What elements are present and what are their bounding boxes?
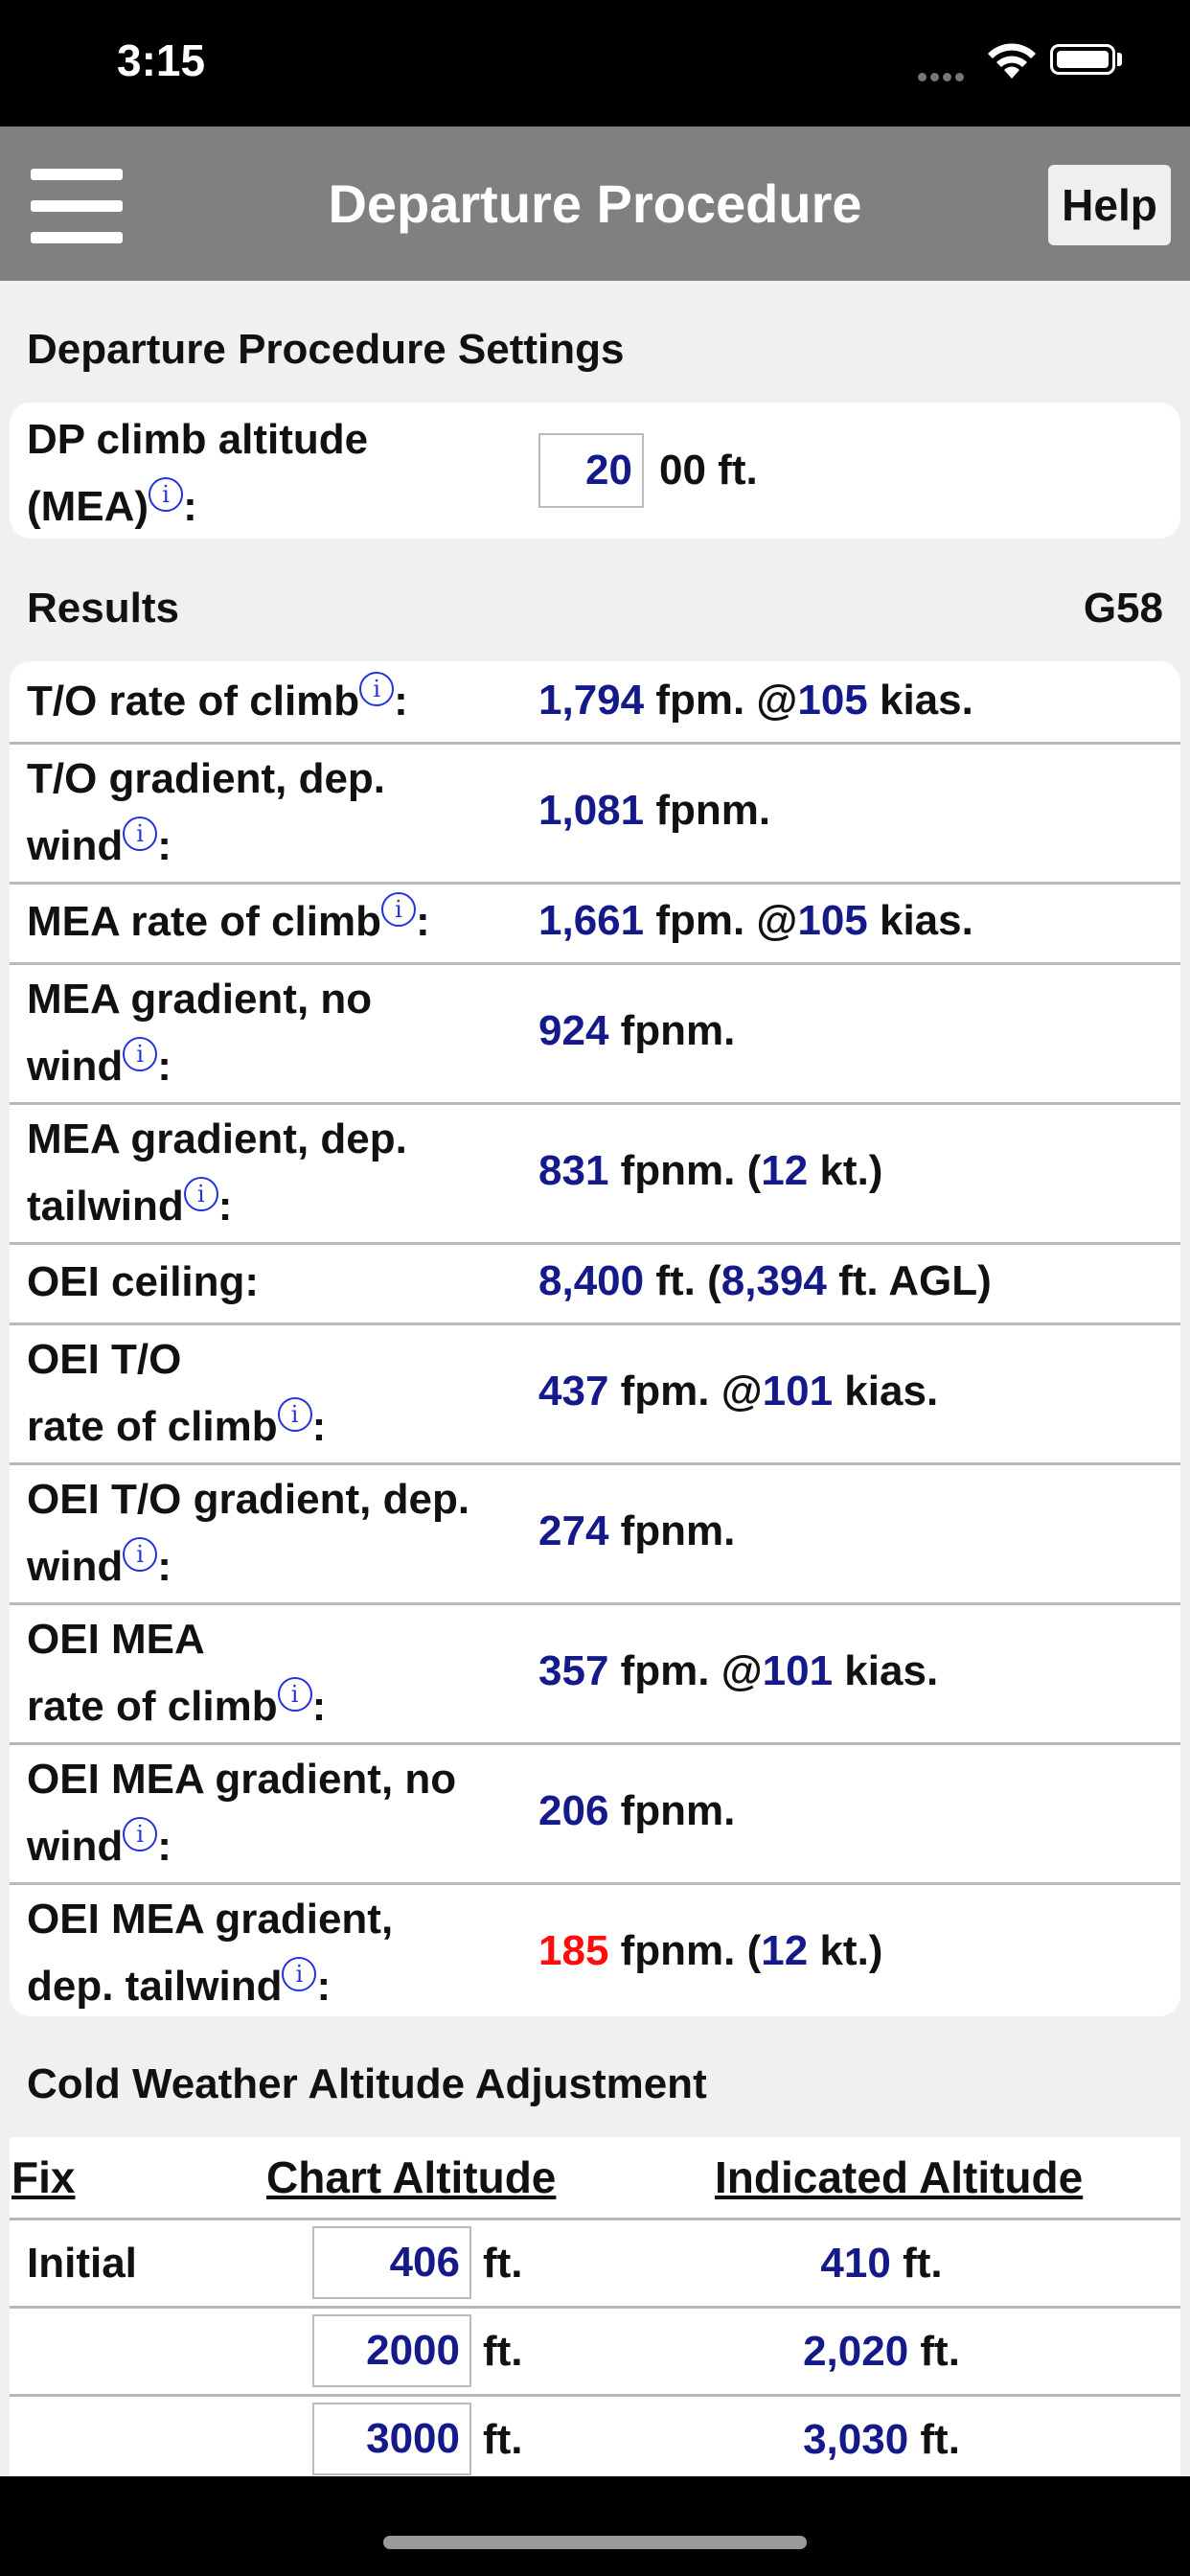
result-label: OEI MEA gradient, dep. tailwind i : bbox=[27, 1896, 394, 2010]
cold-weather-header: Cold Weather Altitude Adjustment bbox=[27, 2060, 707, 2107]
result-unit-2: kt.) bbox=[808, 1927, 883, 1974]
result-secondary-value: 105 bbox=[797, 677, 868, 724]
result-secondary-value: 101 bbox=[762, 1368, 834, 1414]
result-secondary-value: 101 bbox=[762, 1647, 834, 1694]
result-row bbox=[10, 1322, 1180, 1465]
info-icon[interactable]: i bbox=[278, 1677, 312, 1712]
result-unit: fpnm. bbox=[644, 787, 771, 834]
chart-altitude-input[interactable]: 2000 bbox=[312, 2314, 471, 2387]
result-unit: fpm. @ bbox=[608, 1647, 763, 1694]
navigation-bar bbox=[0, 126, 1190, 281]
result-value bbox=[538, 1257, 992, 1305]
info-icon[interactable]: i bbox=[123, 1817, 157, 1852]
dp-altitude-input[interactable]: 20 bbox=[538, 433, 644, 508]
chart-altitude-unit: ft. bbox=[483, 2240, 523, 2287]
info-icon[interactable]: i bbox=[149, 477, 183, 512]
result-unit-2: kt.) bbox=[808, 1147, 883, 1194]
result-label: OEI MEA rate of climb i : bbox=[27, 1616, 327, 1730]
chart-altitude-input[interactable]: 3000 bbox=[312, 2403, 471, 2475]
column-header-indicated-altitude: Indicated Altitude bbox=[715, 2152, 1084, 2202]
cold-weather-table bbox=[10, 2137, 1180, 2482]
result-label: T/O gradient, dep. wind i : bbox=[27, 755, 386, 869]
result-unit: fpm. @ bbox=[644, 677, 798, 724]
home-indicator-area bbox=[0, 2476, 1190, 2576]
result-label: T/O rate of climb i : bbox=[27, 668, 408, 735]
result-unit-2: kias. bbox=[833, 1647, 939, 1694]
page-title: Departure Procedure bbox=[328, 173, 862, 234]
info-icon[interactable]: i bbox=[359, 672, 394, 706]
result-unit-2: ft. AGL) bbox=[826, 1257, 992, 1304]
result-label: OEI T/O gradient, dep. wind i : bbox=[27, 1476, 470, 1590]
result-unit: ft. ( bbox=[644, 1257, 721, 1304]
result-secondary-value: 12 bbox=[761, 1927, 809, 1974]
cold-weather-row bbox=[10, 2218, 1180, 2307]
result-label: MEA gradient, dep. tailwind i : bbox=[27, 1116, 407, 1230]
result-row bbox=[10, 1882, 1180, 2016]
result-value bbox=[538, 897, 973, 945]
result-unit: fpnm. ( bbox=[608, 1927, 762, 1974]
status-bar bbox=[0, 0, 1190, 126]
result-row bbox=[10, 1462, 1180, 1605]
result-unit: fpnm. ( bbox=[608, 1147, 762, 1194]
result-unit-2: kias. bbox=[867, 677, 973, 724]
result-value bbox=[538, 677, 973, 724]
result-unit: fpnm. bbox=[608, 1507, 736, 1554]
result-primary-value: 8,400 bbox=[538, 1257, 645, 1304]
result-label: OEI ceiling: bbox=[27, 1258, 260, 1305]
column-header-fix: Fix bbox=[11, 2152, 76, 2202]
result-value bbox=[538, 1787, 735, 1835]
result-primary-value: 831 bbox=[538, 1147, 609, 1194]
result-label: MEA gradient, no wind i : bbox=[27, 976, 373, 1090]
result-unit: fpm. @ bbox=[608, 1368, 763, 1414]
result-primary-value: 274 bbox=[538, 1507, 609, 1554]
result-unit: fpnm. bbox=[608, 1007, 736, 1054]
result-label: OEI MEA gradient, no wind i : bbox=[27, 1756, 457, 1870]
settings-card bbox=[10, 402, 1180, 539]
result-row bbox=[10, 742, 1180, 885]
chart-altitude-unit: ft. bbox=[483, 2328, 523, 2375]
result-primary-value: 357 bbox=[538, 1647, 609, 1694]
battery-icon bbox=[1050, 44, 1115, 75]
result-primary-value: 1,661 bbox=[538, 897, 645, 944]
result-row bbox=[10, 882, 1180, 965]
dp-altitude-unit: 00 ft. bbox=[659, 447, 758, 494]
result-row bbox=[10, 1102, 1180, 1245]
result-row bbox=[10, 661, 1180, 745]
result-unit: fpnm. bbox=[608, 1787, 736, 1834]
result-row bbox=[10, 962, 1180, 1105]
column-header-chart-altitude: Chart Altitude bbox=[266, 2152, 557, 2202]
info-icon[interactable]: i bbox=[282, 1957, 316, 1991]
results-card bbox=[10, 661, 1180, 2016]
result-primary-value: 924 bbox=[538, 1007, 609, 1054]
info-icon[interactable]: i bbox=[123, 1537, 157, 1572]
chart-altitude-input[interactable]: 406 bbox=[312, 2226, 471, 2299]
results-header: Results bbox=[27, 585, 179, 632]
settings-header: Departure Procedure Settings bbox=[27, 326, 625, 373]
result-value bbox=[538, 1927, 882, 1975]
info-icon[interactable]: i bbox=[278, 1397, 312, 1432]
aircraft-model: G58 bbox=[1083, 585, 1163, 632]
result-value bbox=[538, 1007, 735, 1055]
result-unit: fpm. @ bbox=[644, 897, 798, 944]
cold-weather-row bbox=[10, 2394, 1180, 2483]
help-button[interactable]: Help bbox=[1048, 165, 1171, 245]
wifi-icon bbox=[985, 40, 1039, 80]
chart-altitude-unit: ft. bbox=[483, 2416, 523, 2463]
result-row bbox=[10, 1742, 1180, 1885]
status-time: 3:15 bbox=[117, 35, 206, 85]
dp-climb-label: DP climb altitude (MEA) i : bbox=[27, 416, 369, 530]
result-value bbox=[538, 1647, 938, 1695]
info-icon[interactable]: i bbox=[184, 1177, 218, 1211]
signal-icon bbox=[918, 69, 975, 79]
result-secondary-value: 12 bbox=[761, 1147, 809, 1194]
result-primary-value: 206 bbox=[538, 1787, 609, 1834]
info-icon[interactable]: i bbox=[123, 816, 157, 851]
indicated-altitude: 410 ft. bbox=[820, 2240, 943, 2287]
result-primary-value: 185 bbox=[538, 1927, 609, 1974]
result-unit-2: kias. bbox=[833, 1368, 939, 1414]
result-value bbox=[538, 1147, 882, 1195]
cold-weather-row bbox=[10, 2306, 1180, 2395]
result-row bbox=[10, 1602, 1180, 1745]
result-secondary-value: 8,394 bbox=[721, 1257, 827, 1304]
result-primary-value: 437 bbox=[538, 1368, 609, 1414]
result-value bbox=[538, 787, 770, 835]
result-row bbox=[10, 1242, 1180, 1325]
indicated-altitude: 3,030 ft. bbox=[803, 2416, 960, 2463]
home-indicator[interactable] bbox=[383, 2536, 807, 2549]
info-icon[interactable]: i bbox=[123, 1037, 157, 1071]
result-primary-value: 1,081 bbox=[538, 787, 645, 834]
result-value bbox=[538, 1368, 938, 1415]
result-primary-value: 1,794 bbox=[538, 677, 645, 724]
info-icon[interactable]: i bbox=[381, 892, 416, 927]
result-label: OEI T/O rate of climb i : bbox=[27, 1336, 327, 1450]
indicated-altitude: 2,020 ft. bbox=[803, 2328, 960, 2375]
result-secondary-value: 105 bbox=[797, 897, 868, 944]
fix-label: Initial bbox=[27, 2240, 137, 2287]
result-value bbox=[538, 1507, 735, 1555]
battery-tip bbox=[1117, 53, 1122, 66]
result-unit-2: kias. bbox=[867, 897, 973, 944]
result-label: MEA rate of climb i : bbox=[27, 888, 430, 955]
